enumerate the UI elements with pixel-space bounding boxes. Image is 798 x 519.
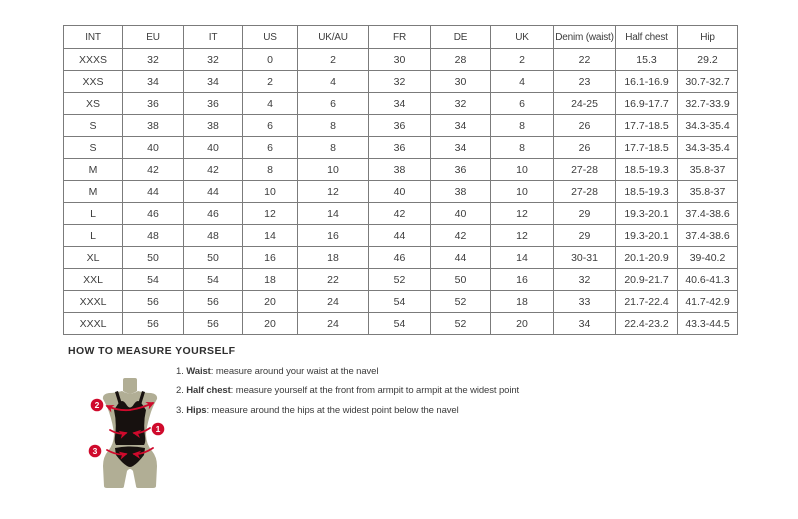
column-header: FR [369,26,431,49]
size-cell: 36 [369,115,431,137]
size-cell: 35.8-37 [678,181,738,203]
size-cell: 30-31 [554,247,616,269]
size-cell: 40 [123,137,184,159]
size-cell: 41.7-42.9 [678,291,738,313]
size-cell: 36 [431,159,491,181]
size-cell: 22 [554,49,616,71]
size-cell: 48 [123,225,184,247]
size-cell: 54 [369,313,431,335]
size-cell: 18 [243,269,298,291]
size-cell: 38 [431,181,491,203]
size-cell: 29 [554,225,616,247]
size-cell: 40 [431,203,491,225]
size-cell: 10 [491,159,554,181]
size-cell: 42 [184,159,243,181]
size-cell: 33 [554,291,616,313]
size-cell: 22 [298,269,369,291]
size-cell: 36 [123,93,184,115]
size-cell: 24 [298,313,369,335]
size-cell: 21.7-22.4 [616,291,678,313]
size-cell: 6 [243,115,298,137]
table-row [64,71,738,93]
size-cell: 36 [184,93,243,115]
size-cell: XXL [64,269,123,291]
size-cell: 14 [491,247,554,269]
step-text: : measure around your waist at the navel [210,366,379,377]
size-cell: 16 [243,247,298,269]
size-cell: 44 [369,225,431,247]
step-text: : measure yourself at the front from armpit to armpit at the widest point [230,385,520,397]
measure-steps-list [176,362,519,420]
size-cell: 34 [123,71,184,93]
size-cell: 42 [431,225,491,247]
marker-badge-waist-number: 1 [155,424,161,434]
measure-step [176,381,519,400]
size-cell: 16 [491,269,554,291]
table-row [64,49,738,71]
size-cell: 14 [298,203,369,225]
size-cell: XXXS [64,49,123,71]
size-cell: 12 [243,203,298,225]
size-cell: 18 [491,291,554,313]
size-cell: 22.4-23.2 [616,313,678,335]
column-header: INT [64,26,123,49]
size-cell: 34 [369,93,431,115]
size-cell: XXXL [64,291,123,313]
size-cell: 30.7-32.7 [678,71,738,93]
measure-title: HOW TO MEASURE YOURSELF [68,345,236,357]
step-text: : measure around the hips at the widest point below the navel [206,404,459,416]
size-cell: 27-28 [554,181,616,203]
step-number: 3. [176,404,187,416]
size-cell: 43.3-44.5 [678,313,738,335]
size-cell: 52 [431,291,491,313]
size-cell: 20 [491,313,554,335]
size-cell: 42 [369,203,431,225]
size-cell: 46 [184,203,243,225]
column-header: UK/AU [298,26,369,49]
size-cell: 23 [554,71,616,93]
size-cell: 19.3-20.1 [616,203,678,225]
size-cell: 19.3-20.1 [616,225,678,247]
size-cell: 29.2 [678,49,738,71]
size-cell: 38 [369,159,431,181]
size-cell: 18.5-19.3 [616,159,678,181]
size-chart-table [63,25,738,335]
size-cell: 44 [431,247,491,269]
size-cell: 30 [369,49,431,71]
size-cell: 40 [184,137,243,159]
size-cell: 32 [184,49,243,71]
size-cell: 8 [298,115,369,137]
size-cell: M [64,159,123,181]
size-cell: 24 [298,291,369,313]
size-cell: 4 [298,71,369,93]
size-cell: 16.9-17.7 [616,93,678,115]
size-cell: 6 [491,93,554,115]
size-cell: 18 [298,247,369,269]
size-cell: 6 [298,93,369,115]
column-header: US [243,26,298,49]
size-cell: 52 [369,269,431,291]
table-row [64,181,738,203]
size-cell: 34.3-35.4 [678,137,738,159]
measure-step [176,401,519,420]
size-chart-body [64,49,738,335]
size-cell: 37.4-38.6 [678,225,738,247]
size-cell: XXXL [64,313,123,335]
size-cell: 44 [123,181,184,203]
size-cell: 6 [243,137,298,159]
column-header: UK [491,26,554,49]
size-cell: 54 [123,269,184,291]
size-cell: 54 [369,291,431,313]
size-cell: 34 [554,313,616,335]
column-header: Hip [678,26,738,49]
size-cell: 12 [491,203,554,225]
size-cell: 32 [431,93,491,115]
size-cell: 2 [243,71,298,93]
size-cell: S [64,115,123,137]
size-cell: M [64,181,123,203]
size-cell: 2 [491,49,554,71]
size-cell: 46 [369,247,431,269]
size-cell: 10 [243,181,298,203]
size-cell: 34 [431,137,491,159]
size-cell: 8 [298,137,369,159]
column-header: IT [184,26,243,49]
table-row [64,115,738,137]
size-cell: 16.1-16.9 [616,71,678,93]
table-row [64,247,738,269]
size-cell: 8 [243,159,298,181]
table-row [64,269,738,291]
table-row [64,313,738,335]
size-cell: 24-25 [554,93,616,115]
measurement-figure [85,378,185,490]
size-cell: 12 [298,181,369,203]
size-cell: 52 [431,313,491,335]
size-cell: 56 [123,313,184,335]
measurement-figure-illustration [85,378,185,490]
size-cell: 32.7-33.9 [678,93,738,115]
size-cell: XS [64,93,123,115]
size-cell: 38 [184,115,243,137]
size-cell: 26 [554,115,616,137]
size-cell: 0 [243,49,298,71]
size-cell: 12 [491,225,554,247]
size-cell: 20 [243,313,298,335]
size-cell: 28 [431,49,491,71]
size-cell: 8 [491,137,554,159]
size-cell: 2 [298,49,369,71]
size-cell: 27-28 [554,159,616,181]
size-cell: 37.4-38.6 [678,203,738,225]
size-cell: 40 [369,181,431,203]
size-cell: 8 [491,115,554,137]
size-cell: 46 [123,203,184,225]
size-cell: L [64,203,123,225]
size-cell: 36 [369,137,431,159]
size-cell: 50 [123,247,184,269]
table-row [64,203,738,225]
size-cell: 10 [491,181,554,203]
size-cell: 26 [554,137,616,159]
size-cell: 34.3-35.4 [678,115,738,137]
size-cell: 20.9-21.7 [616,269,678,291]
size-cell: S [64,137,123,159]
size-chart-header-row [64,26,738,49]
size-cell: 4 [243,93,298,115]
column-header: DE [431,26,491,49]
step-term: Waist [186,366,211,377]
size-cell: 34 [431,115,491,137]
step-number: 2. [176,385,187,397]
table-row [64,137,738,159]
size-cell: XXS [64,71,123,93]
step-number: 1. [176,366,187,377]
size-cell: 50 [184,247,243,269]
size-cell: 34 [184,71,243,93]
size-cell: 56 [123,291,184,313]
size-cell: 48 [184,225,243,247]
table-row [64,225,738,247]
table-row [64,93,738,115]
size-cell: 42 [123,159,184,181]
size-cell: 35.8-37 [678,159,738,181]
measure-step [176,362,519,381]
size-cell: 4 [491,71,554,93]
size-cell: 56 [184,291,243,313]
size-cell: 32 [123,49,184,71]
size-cell: 16 [298,225,369,247]
column-header: Half chest [616,26,678,49]
size-cell: L [64,225,123,247]
size-cell: 56 [184,313,243,335]
size-cell: 18.5-19.3 [616,181,678,203]
size-cell: 20.1-20.9 [616,247,678,269]
size-cell: 54 [184,269,243,291]
size-cell: 50 [431,269,491,291]
column-header: Denim (waist) [554,26,616,49]
size-cell: XL [64,247,123,269]
size-cell: 40.6-41.3 [678,269,738,291]
column-header: EU [123,26,184,49]
size-cell: 29 [554,203,616,225]
size-cell: 17.7-18.5 [616,115,678,137]
size-cell: 44 [184,181,243,203]
size-cell: 32 [554,269,616,291]
marker-badge-chest-number: 2 [94,400,100,410]
step-term: Half chest [186,385,231,397]
size-cell: 32 [369,71,431,93]
step-term: Hips [186,404,207,416]
size-cell: 17.7-18.5 [616,137,678,159]
size-cell: 10 [298,159,369,181]
size-cell: 39-40.2 [678,247,738,269]
table-row [64,159,738,181]
size-cell: 14 [243,225,298,247]
size-cell: 20 [243,291,298,313]
table-row [64,291,738,313]
size-cell: 15.3 [616,49,678,71]
marker-badge-hips-number: 3 [92,446,98,456]
size-cell: 38 [123,115,184,137]
size-cell: 30 [431,71,491,93]
